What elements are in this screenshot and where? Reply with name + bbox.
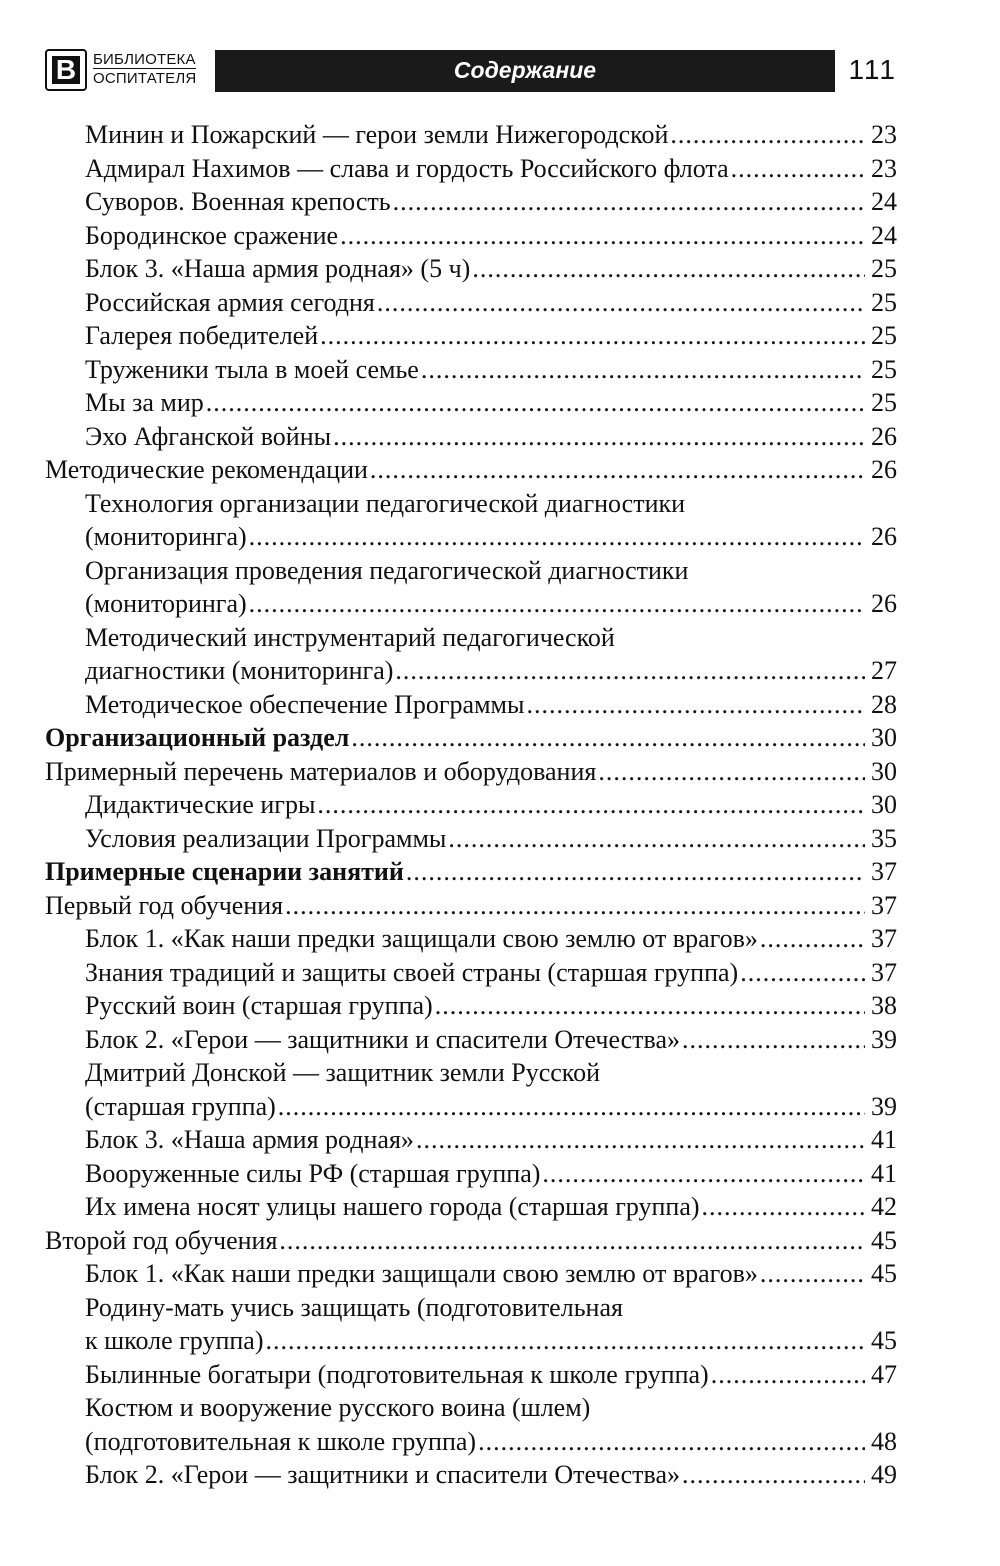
toc-entry-title: Минин и Пожарский — герои земли Нижегородской (85, 120, 669, 149)
toc-leader-dots (249, 587, 865, 621)
toc-entry-title: Российская армия сегодня (85, 287, 375, 317)
toc-entry-title: Примерные сценарии занятий (45, 857, 404, 886)
toc-leader-dots (377, 286, 865, 320)
toc-entry (45, 1157, 897, 1191)
toc-entry (45, 118, 897, 152)
table-of-contents (45, 118, 897, 1492)
toc-entry-page: 25 (871, 388, 897, 417)
toc-entry-title: Блок 2. «Герои — защитники и спасители Отечества» (85, 1024, 681, 1054)
toc-entry (45, 621, 897, 655)
toc-entry (45, 1324, 897, 1358)
toc-entry (45, 1257, 897, 1291)
toc-leader-dots (682, 1023, 865, 1057)
page-number: 111 (837, 50, 897, 90)
toc-entry-page: 30 (871, 756, 897, 786)
toc-entry-page: 38 (871, 991, 897, 1020)
toc-entry (45, 688, 897, 722)
toc-entry-title: Блок 1. «Как наши предки защищали свою землю от врагов» (85, 924, 758, 953)
toc-entry (45, 1358, 897, 1392)
toc-entry (45, 855, 897, 889)
toc-entry-page: 23 (871, 153, 897, 183)
toc-entry-page: 24 (871, 220, 897, 250)
toc-leader-dots (340, 219, 865, 253)
series-logo-icon (45, 49, 87, 91)
toc-entry-page: 48 (871, 1426, 897, 1456)
series-name-line2: ОСПИТАТЕЛЯ (93, 70, 197, 87)
toc-entry-page: 27 (871, 656, 897, 685)
toc-leader-dots (206, 386, 865, 420)
toc-leader-dots (740, 956, 865, 990)
toc-entry (45, 1425, 897, 1459)
toc-entry (45, 453, 897, 487)
toc-entry-title: Былинные богатыри (подготовительная к школе группа) (85, 1359, 709, 1389)
toc-entry-title: к школе группа) (85, 1326, 264, 1355)
toc-leader-dots (249, 520, 865, 554)
toc-entry-title: Первый год обучения (45, 890, 284, 920)
toc-entry-page: 25 (871, 287, 897, 317)
toc-entry (45, 1056, 897, 1090)
toc-entry-title: Дмитрий Донской — защитник земли Русской (85, 1058, 601, 1087)
toc-entry-title: Методическое обеспечение Программы (85, 689, 525, 719)
toc-entry-title: (мониторинга) (85, 522, 247, 551)
toc-entry-page: 42 (871, 1192, 897, 1221)
toc-entry-title: Методические рекомендации (45, 455, 368, 484)
toc-entry (45, 286, 897, 320)
toc-entry-page: 41 (871, 1125, 897, 1154)
toc-leader-dots (731, 152, 865, 186)
toc-entry-title: Блок 3. «Наша армия родная» (85, 1125, 414, 1154)
toc-entry-title: Блок 2. «Герои — защитники и спасители Отечества» (85, 1460, 681, 1489)
toc-entry-page: 39 (871, 1024, 897, 1054)
toc-entry-page: 37 (871, 957, 897, 987)
toc-entry-title: Вооруженные силы РФ (старшая группа) (85, 1158, 541, 1188)
toc-entry-page: 23 (871, 120, 897, 149)
toc-entry (45, 1123, 897, 1157)
toc-entry (45, 989, 897, 1023)
toc-entry-page: 26 (871, 421, 897, 451)
toc-leader-dots (682, 1458, 865, 1492)
toc-entry (45, 755, 897, 789)
toc-leader-dots (421, 353, 865, 387)
toc-entry (45, 420, 897, 454)
toc-entry (45, 353, 897, 387)
toc-entry-page: 41 (871, 1158, 897, 1188)
toc-entry-page: 26 (871, 589, 897, 618)
toc-entry (45, 1090, 897, 1124)
header-band (215, 50, 835, 92)
toc-entry-title: (подготовительная к школе группа) (85, 1426, 477, 1456)
toc-leader-dots (760, 922, 865, 956)
toc-leader-dots (670, 118, 865, 152)
toc-entry-title: Организационный раздел (45, 723, 350, 752)
toc-entry-title: Их имена носят улицы нашего города (старшая группа) (85, 1192, 700, 1221)
toc-leader-dots (416, 1123, 865, 1157)
toc-entry (45, 721, 897, 755)
toc-leader-dots (265, 1324, 865, 1358)
toc-entry (45, 1190, 897, 1224)
toc-entry-title: Второй год обучения (45, 1225, 278, 1255)
toc-entry-title: Методический инструментарий педагогической (85, 622, 615, 652)
toc-leader-dots (526, 688, 865, 722)
toc-leader-dots (278, 1090, 865, 1124)
toc-entry-title: Примерный перечень материалов и оборудования (45, 756, 597, 786)
toc-entry-title: Суворов. Военная крепость (85, 187, 391, 216)
toc-entry (45, 956, 897, 990)
toc-entry-page: 30 (871, 790, 897, 819)
toc-entry-title: Организация проведения педагогической диагностики (85, 555, 689, 585)
toc-entry-title: Русский воин (старшая группа) (85, 991, 433, 1020)
toc-entry (45, 319, 897, 353)
toc-entry-page: 37 (871, 890, 897, 920)
toc-entry-page: 25 (871, 354, 897, 384)
toc-entry-title: Адмирал Нахимов — слава и гордость Российского флота (85, 153, 729, 183)
toc-entry (45, 386, 897, 420)
toc-entry-page: 24 (871, 187, 897, 216)
toc-leader-dots (351, 721, 865, 755)
toc-entry-title: Эхо Афганской войны (85, 421, 332, 451)
toc-entry (45, 654, 897, 688)
logo-letter: В (52, 56, 80, 84)
toc-entry-page: 49 (871, 1460, 897, 1489)
toc-leader-dots (478, 1425, 865, 1459)
toc-entry (45, 1391, 897, 1425)
toc-leader-dots (702, 1190, 865, 1224)
toc-entry (45, 922, 897, 956)
toc-entry-page: 37 (871, 857, 897, 886)
toc-leader-dots (393, 185, 865, 219)
toc-entry-page: 47 (871, 1359, 897, 1389)
toc-entry (45, 185, 897, 219)
toc-entry (45, 1291, 897, 1325)
toc-entry-page: 26 (871, 455, 897, 484)
toc-entry-page: 28 (871, 689, 897, 719)
toc-leader-dots (598, 755, 865, 789)
series-name (93, 51, 196, 87)
toc-leader-dots (317, 788, 865, 822)
toc-entry-title: Родину-мать учись защищать (подготовительная (85, 1292, 623, 1322)
toc-entry-page: 39 (871, 1091, 897, 1121)
toc-entry (45, 788, 897, 822)
toc-entry-page: 45 (871, 1259, 897, 1288)
toc-leader-dots (333, 420, 865, 454)
page-title: Содержание (453, 57, 597, 83)
toc-leader-dots (285, 889, 865, 923)
toc-entry-title: Мы за мир (85, 388, 204, 417)
toc-entry-title: Технология организации педагогической диагностики (85, 488, 686, 518)
toc-entry (45, 889, 897, 923)
toc-entry-page: 45 (871, 1326, 897, 1355)
toc-leader-dots (472, 252, 865, 286)
toc-entry (45, 554, 897, 588)
toc-entry (45, 520, 897, 554)
toc-entry (45, 1023, 897, 1057)
toc-entry-title: Блок 3. «Наша армия родная» (5 ч) (85, 254, 471, 283)
toc-entry-page: 26 (871, 522, 897, 551)
toc-entry (45, 487, 897, 521)
toc-entry-title: Труженики тыла в моей семье (85, 354, 419, 384)
toc-entry-page: 25 (871, 321, 897, 350)
toc-entry-page: 45 (871, 1225, 897, 1255)
toc-entry (45, 152, 897, 186)
toc-leader-dots (448, 822, 865, 856)
toc-leader-dots (395, 654, 865, 688)
toc-entry-title: Знания традиций и защиты своей страны (старшая группа) (85, 957, 739, 987)
toc-entry-title: (мониторинга) (85, 589, 247, 618)
toc-entry-title: Дидактические игры (85, 790, 316, 819)
page-header (45, 44, 897, 96)
toc-entry-page: 35 (871, 823, 897, 853)
toc-entry (45, 1458, 897, 1492)
toc-entry-title: диагностики (мониторинга) (85, 656, 394, 685)
toc-entry-title: Блок 1. «Как наши предки защищали свою землю от врагов» (85, 1259, 758, 1288)
toc-leader-dots (542, 1157, 865, 1191)
toc-entry-title: (старшая группа) (85, 1091, 276, 1121)
toc-leader-dots (760, 1257, 865, 1291)
toc-leader-dots (370, 453, 865, 487)
toc-entry-page: 37 (871, 924, 897, 953)
toc-entry-title: Костюм и вооружение русского воина (шлем) (85, 1393, 591, 1422)
toc-entry (45, 219, 897, 253)
toc-leader-dots (711, 1358, 865, 1392)
toc-entry (45, 1224, 897, 1258)
toc-entry-title: Бородинское сражение (85, 220, 339, 250)
toc-entry-title: Галерея победителей (85, 321, 319, 350)
toc-entry-title: Условия реализации Программы (85, 823, 447, 853)
toc-leader-dots (279, 1224, 865, 1258)
toc-leader-dots (406, 855, 865, 889)
toc-entry-page: 25 (871, 254, 897, 283)
toc-leader-dots (320, 319, 865, 353)
toc-entry (45, 252, 897, 286)
series-name-line1: БИБЛИОТЕКА (93, 51, 196, 68)
toc-entry (45, 822, 897, 856)
toc-leader-dots (435, 989, 865, 1023)
toc-entry-page: 30 (871, 723, 897, 752)
toc-entry (45, 587, 897, 621)
